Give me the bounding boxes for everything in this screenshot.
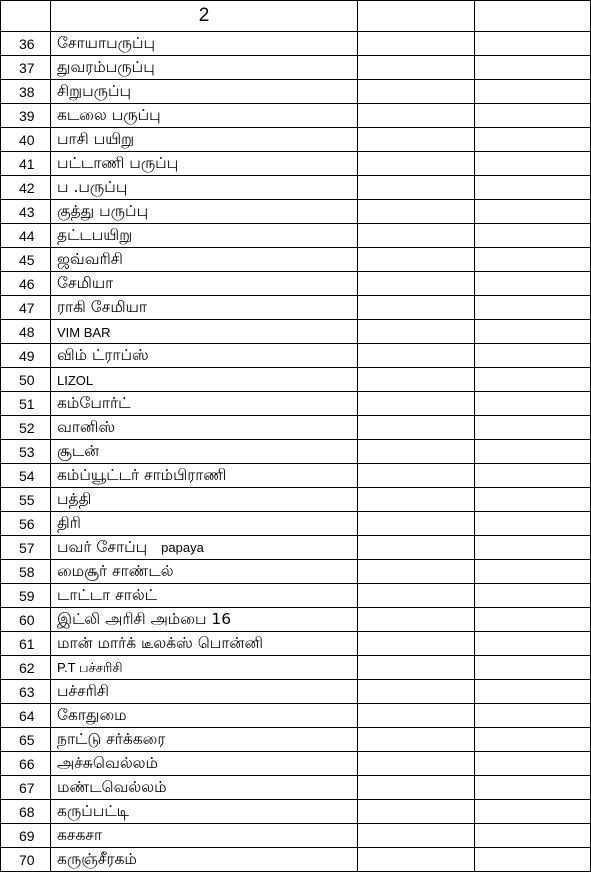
row-number: 41 bbox=[1, 152, 51, 176]
table-row bbox=[1, 584, 591, 608]
item-name: கருஞ்சீரகம் bbox=[57, 849, 137, 868]
empty-cell-2[interactable] bbox=[475, 56, 591, 80]
item-name-cell[interactable] bbox=[51, 536, 358, 560]
empty-cell-1[interactable] bbox=[358, 32, 475, 56]
item-name: கோதுமை bbox=[57, 705, 127, 724]
row-number: 66 bbox=[1, 752, 51, 776]
table-row bbox=[1, 368, 591, 392]
row-number: 65 bbox=[1, 728, 51, 752]
row-number: 49 bbox=[1, 344, 51, 368]
empty-cell-2[interactable] bbox=[475, 128, 591, 152]
item-name: நாட்டு சர்க்கரை bbox=[57, 729, 166, 748]
empty-cell-2[interactable] bbox=[475, 800, 591, 824]
item-name: விம் ட்ராப்ஸ் bbox=[57, 345, 149, 364]
item-name: மைசூர் சாண்டல் bbox=[57, 561, 174, 580]
empty-cell-1[interactable] bbox=[358, 680, 475, 704]
item-name: குத்து பருப்பு bbox=[57, 201, 149, 220]
item-name-cell[interactable] bbox=[51, 560, 358, 584]
item-name: சிறுபருப்பு bbox=[57, 81, 132, 100]
empty-cell-2[interactable] bbox=[475, 752, 591, 776]
empty-cell-2[interactable] bbox=[475, 224, 591, 248]
row-number: 51 bbox=[1, 392, 51, 416]
empty-cell-2[interactable] bbox=[475, 776, 591, 800]
table-row bbox=[1, 128, 591, 152]
row-number: 62 bbox=[1, 656, 51, 680]
item-name: மண்டவெல்லம் bbox=[57, 777, 167, 796]
header-cell-blank-2[interactable] bbox=[475, 1, 591, 32]
row-number: 43 bbox=[1, 200, 51, 224]
item-name-cell[interactable] bbox=[51, 56, 358, 80]
item-name: பாசி பயிறு bbox=[57, 129, 135, 148]
header-row bbox=[1, 1, 591, 32]
row-number: 38 bbox=[1, 80, 51, 104]
table-row bbox=[1, 800, 591, 824]
table-row bbox=[1, 512, 591, 536]
item-name: திரி bbox=[57, 513, 81, 532]
row-number: 44 bbox=[1, 224, 51, 248]
row-number: 70 bbox=[1, 848, 51, 872]
row-number: 52 bbox=[1, 416, 51, 440]
table-row bbox=[1, 464, 591, 488]
row-number: 45 bbox=[1, 248, 51, 272]
item-name-cell[interactable] bbox=[51, 848, 358, 872]
row-number: 40 bbox=[1, 128, 51, 152]
item-name-cell[interactable] bbox=[51, 128, 358, 152]
row-number: 36 bbox=[1, 32, 51, 56]
row-number: 60 bbox=[1, 608, 51, 632]
row-number: 57 bbox=[1, 536, 51, 560]
item-name-cell[interactable] bbox=[51, 656, 358, 680]
empty-cell-2[interactable] bbox=[475, 488, 591, 512]
empty-cell-1[interactable] bbox=[358, 848, 475, 872]
empty-cell-1[interactable] bbox=[358, 824, 475, 848]
header-cell-number[interactable] bbox=[1, 1, 51, 32]
empty-cell-2[interactable] bbox=[475, 104, 591, 128]
empty-cell-2[interactable] bbox=[475, 536, 591, 560]
empty-cell-1[interactable] bbox=[358, 752, 475, 776]
item-name-cell[interactable] bbox=[51, 728, 358, 752]
item-name-cell[interactable] bbox=[51, 584, 358, 608]
item-name: டாட்டா சால்ட் bbox=[57, 585, 158, 604]
row-number: 68 bbox=[1, 800, 51, 824]
table-row bbox=[1, 824, 591, 848]
empty-cell-1[interactable] bbox=[358, 464, 475, 488]
item-name: இட்லி அரிசி அம்பை 16 bbox=[57, 609, 232, 628]
table-row bbox=[1, 848, 591, 872]
page-number: 2 bbox=[51, 1, 358, 32]
item-name: சோயாபருப்பு bbox=[57, 33, 156, 52]
table-row bbox=[1, 416, 591, 440]
item-name: கருப்பட்டி bbox=[57, 801, 130, 820]
table-row bbox=[1, 680, 591, 704]
item-name-cell[interactable] bbox=[51, 800, 358, 824]
empty-cell-1[interactable] bbox=[358, 248, 475, 272]
item-name: கம்ப்யூட்டர் சாம்பிராணி bbox=[57, 465, 227, 484]
row-number: 50 bbox=[1, 368, 51, 392]
empty-cell-1[interactable] bbox=[358, 128, 475, 152]
item-name-cell[interactable] bbox=[51, 80, 358, 104]
empty-cell-2[interactable] bbox=[475, 32, 591, 56]
item-name-cell[interactable] bbox=[51, 488, 358, 512]
table-row bbox=[1, 560, 591, 584]
empty-cell-1[interactable] bbox=[358, 704, 475, 728]
row-number: 61 bbox=[1, 632, 51, 656]
row-number: 56 bbox=[1, 512, 51, 536]
row-number: 39 bbox=[1, 104, 51, 128]
empty-cell-2[interactable] bbox=[475, 416, 591, 440]
empty-cell-1[interactable] bbox=[358, 488, 475, 512]
item-name-cell[interactable] bbox=[51, 512, 358, 536]
item-name: ப .பருப்பு bbox=[57, 177, 128, 196]
item-name-cell[interactable] bbox=[51, 464, 358, 488]
table-row bbox=[1, 608, 591, 632]
empty-cell-2[interactable] bbox=[475, 440, 591, 464]
item-name-cell[interactable] bbox=[51, 152, 358, 176]
item-name-cell[interactable] bbox=[51, 704, 358, 728]
empty-cell-1[interactable] bbox=[358, 656, 475, 680]
empty-cell-2[interactable] bbox=[475, 272, 591, 296]
table-row bbox=[1, 344, 591, 368]
item-name-cell[interactable] bbox=[51, 440, 358, 464]
table-row bbox=[1, 632, 591, 656]
item-name: தட்டபயிறு bbox=[57, 225, 133, 244]
row-number: 47 bbox=[1, 296, 51, 320]
empty-cell-2[interactable] bbox=[475, 824, 591, 848]
table-row bbox=[1, 80, 591, 104]
row-number: 69 bbox=[1, 824, 51, 848]
empty-cell-2[interactable] bbox=[475, 464, 591, 488]
item-note: papaya bbox=[161, 539, 204, 555]
item-name-cell[interactable] bbox=[51, 200, 358, 224]
row-number: 53 bbox=[1, 440, 51, 464]
table-row bbox=[1, 152, 591, 176]
item-name: சூடன் bbox=[57, 441, 100, 460]
table-row bbox=[1, 752, 591, 776]
row-number: 59 bbox=[1, 584, 51, 608]
item-name: LIZOL bbox=[57, 372, 94, 388]
empty-cell-2[interactable] bbox=[475, 704, 591, 728]
empty-cell-1[interactable] bbox=[358, 560, 475, 584]
table-row bbox=[1, 656, 591, 680]
row-number: 58 bbox=[1, 560, 51, 584]
row-number: 64 bbox=[1, 704, 51, 728]
table-row bbox=[1, 176, 591, 200]
item-name: பட்டாணி பருப்பு bbox=[57, 153, 179, 172]
table-row bbox=[1, 32, 591, 56]
empty-cell-1[interactable] bbox=[358, 392, 475, 416]
header-cell-blank-1[interactable] bbox=[358, 1, 475, 32]
item-name: P.T பச்சரிசி bbox=[57, 660, 123, 675]
empty-cell-1[interactable] bbox=[358, 152, 475, 176]
empty-cell-1[interactable] bbox=[358, 440, 475, 464]
empty-cell-2[interactable] bbox=[475, 848, 591, 872]
table-row bbox=[1, 728, 591, 752]
table-row bbox=[1, 272, 591, 296]
item-name-cell[interactable] bbox=[51, 776, 358, 800]
table-row bbox=[1, 776, 591, 800]
empty-cell-1[interactable] bbox=[358, 272, 475, 296]
empty-cell-2[interactable] bbox=[475, 152, 591, 176]
item-name: ஜவ்வரிசி bbox=[57, 249, 123, 268]
empty-cell-2[interactable] bbox=[475, 368, 591, 392]
empty-cell-2[interactable] bbox=[475, 656, 591, 680]
empty-cell-1[interactable] bbox=[358, 584, 475, 608]
item-name-cell[interactable] bbox=[51, 680, 358, 704]
table-row bbox=[1, 56, 591, 80]
empty-cell-1[interactable] bbox=[358, 224, 475, 248]
item-name-cell[interactable] bbox=[51, 224, 358, 248]
item-name-cell[interactable] bbox=[51, 272, 358, 296]
table-row bbox=[1, 296, 591, 320]
empty-cell-1[interactable] bbox=[358, 80, 475, 104]
table-row bbox=[1, 440, 591, 464]
empty-cell-1[interactable] bbox=[358, 200, 475, 224]
item-name: கசகசா bbox=[57, 825, 103, 844]
empty-cell-1[interactable] bbox=[358, 536, 475, 560]
item-name-cell[interactable] bbox=[51, 392, 358, 416]
empty-cell-1[interactable] bbox=[358, 800, 475, 824]
item-name: அச்சுவெல்லம் bbox=[57, 753, 159, 772]
item-name-cell[interactable] bbox=[51, 344, 358, 368]
item-name: பச்சரிசி bbox=[57, 681, 109, 700]
table-row bbox=[1, 200, 591, 224]
empty-cell-2[interactable] bbox=[475, 176, 591, 200]
empty-cell-2[interactable] bbox=[475, 80, 591, 104]
item-name: வானிஸ் bbox=[57, 417, 116, 436]
empty-cell-1[interactable] bbox=[358, 344, 475, 368]
empty-cell-2[interactable] bbox=[475, 560, 591, 584]
empty-cell-2[interactable] bbox=[475, 584, 591, 608]
row-number: 37 bbox=[1, 56, 51, 80]
row-number: 55 bbox=[1, 488, 51, 512]
empty-cell-2[interactable] bbox=[475, 296, 591, 320]
item-name-cell[interactable] bbox=[51, 368, 358, 392]
empty-cell-2[interactable] bbox=[475, 200, 591, 224]
row-number: 48 bbox=[1, 320, 51, 344]
table-row bbox=[1, 320, 591, 344]
item-name: கம்போர்ட் bbox=[57, 393, 131, 412]
item-name: பவர் சோப்பு bbox=[57, 537, 148, 556]
row-number: 67 bbox=[1, 776, 51, 800]
empty-cell-2[interactable] bbox=[475, 392, 591, 416]
empty-cell-2[interactable] bbox=[475, 632, 591, 656]
item-name-cell[interactable] bbox=[51, 248, 358, 272]
empty-cell-2[interactable] bbox=[475, 248, 591, 272]
empty-cell-2[interactable] bbox=[475, 344, 591, 368]
empty-cell-1[interactable] bbox=[358, 296, 475, 320]
item-name-cell[interactable] bbox=[51, 632, 358, 656]
empty-cell-1[interactable] bbox=[358, 368, 475, 392]
item-name-cell[interactable] bbox=[51, 104, 358, 128]
table-row bbox=[1, 104, 591, 128]
row-number: 46 bbox=[1, 272, 51, 296]
empty-cell-2[interactable] bbox=[475, 608, 591, 632]
row-number: 54 bbox=[1, 464, 51, 488]
empty-cell-1[interactable] bbox=[358, 56, 475, 80]
table-row bbox=[1, 392, 591, 416]
table-row bbox=[1, 536, 591, 560]
table-row bbox=[1, 704, 591, 728]
empty-cell-2[interactable] bbox=[475, 728, 591, 752]
empty-cell-1[interactable] bbox=[358, 632, 475, 656]
row-number: 63 bbox=[1, 680, 51, 704]
item-name: கடலை பருப்பு bbox=[57, 105, 161, 124]
empty-cell-1[interactable] bbox=[358, 320, 475, 344]
item-name-cell[interactable] bbox=[51, 296, 358, 320]
empty-cell-2[interactable] bbox=[475, 320, 591, 344]
item-name: சேமியா bbox=[57, 273, 114, 292]
empty-cell-2[interactable] bbox=[475, 680, 591, 704]
item-name-cell[interactable] bbox=[51, 176, 358, 200]
item-name-cell[interactable] bbox=[51, 320, 358, 344]
item-name: துவரம்பருப்பு bbox=[57, 57, 155, 76]
empty-cell-2[interactable] bbox=[475, 512, 591, 536]
table-row bbox=[1, 488, 591, 512]
item-name-cell[interactable] bbox=[51, 752, 358, 776]
item-name-cell[interactable] bbox=[51, 32, 358, 56]
table-row bbox=[1, 248, 591, 272]
item-name: VIM BAR bbox=[57, 324, 111, 340]
item-name: மான் மார்க் டீலக்ஸ் பொன்னி bbox=[57, 633, 264, 652]
empty-cell-1[interactable] bbox=[358, 512, 475, 536]
row-number: 42 bbox=[1, 176, 51, 200]
item-name-cell[interactable] bbox=[51, 608, 358, 632]
empty-cell-1[interactable] bbox=[358, 728, 475, 752]
item-name: பத்தி bbox=[57, 489, 92, 508]
empty-cell-1[interactable] bbox=[358, 776, 475, 800]
empty-cell-1[interactable] bbox=[358, 176, 475, 200]
empty-cell-1[interactable] bbox=[358, 416, 475, 440]
empty-cell-1[interactable] bbox=[358, 104, 475, 128]
empty-cell-1[interactable] bbox=[358, 608, 475, 632]
table-row bbox=[1, 224, 591, 248]
item-name-cell[interactable] bbox=[51, 824, 358, 848]
item-name-cell[interactable] bbox=[51, 416, 358, 440]
item-name: ராகி சேமியா bbox=[57, 297, 147, 316]
